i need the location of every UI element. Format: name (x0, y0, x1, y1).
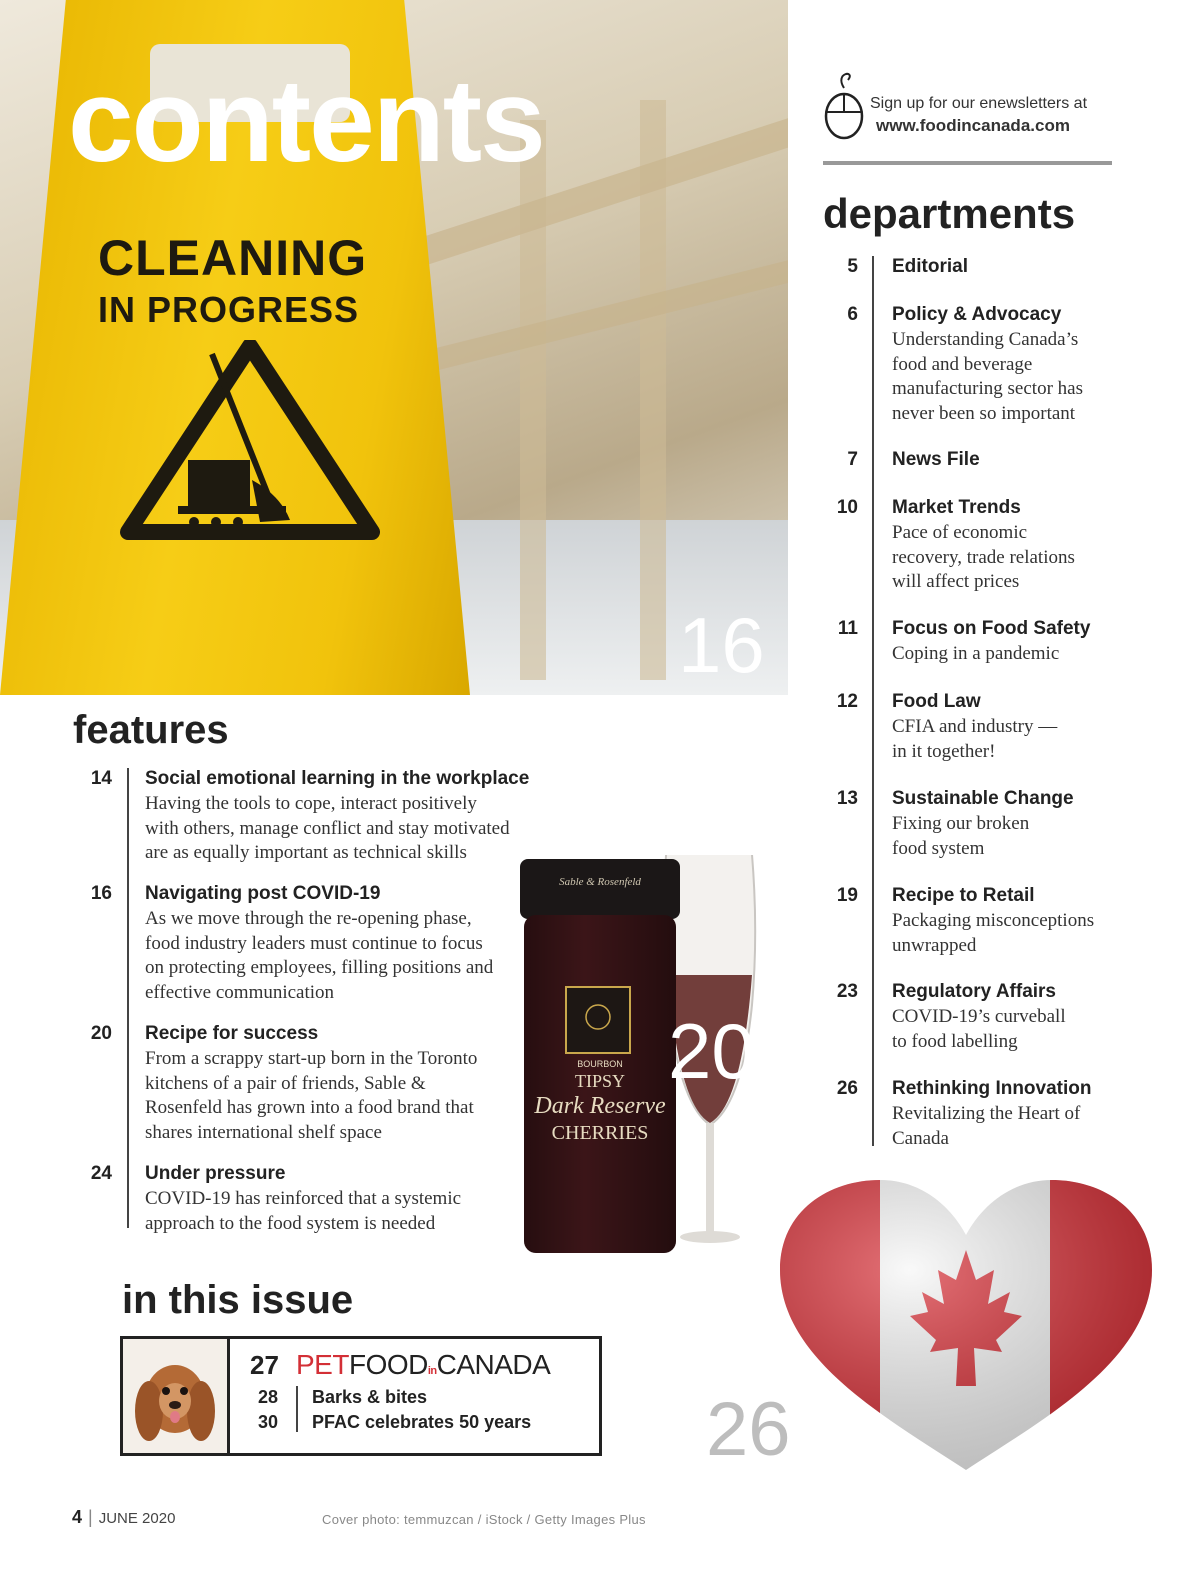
dept-title[interactable]: Regulatory Affairs (892, 981, 1056, 1002)
feature-description: As we move through the re-opening phase, food industry leaders must continue to focus on protecting employees, filling positions and effective communication (145, 908, 494, 1003)
dog-photo (123, 1339, 230, 1453)
brand-food: FOOD (348, 1349, 428, 1380)
feature-description: Having the tools to cope, interact positively with others, manage conflict and stay motivated are as equally important as technical skills (145, 793, 510, 863)
issue-lead-page: 27 (250, 1350, 279, 1380)
dept-page-number: 12 (836, 691, 858, 712)
dept-page-number: 19 (836, 885, 858, 906)
dept-title[interactable]: Recipe to Retail (892, 885, 1035, 906)
signup-text: Sign up for our enewsletters at (870, 95, 1088, 112)
issue-divider (296, 1386, 298, 1432)
feature-page-number: 20 (90, 1023, 112, 1044)
dept-page-number: 13 (836, 788, 858, 809)
feature-title[interactable]: Under pressure (145, 1163, 286, 1184)
dept-description: Coping in a pandemic (892, 643, 1060, 664)
feature-title[interactable]: Social emotional learning in the workplace (145, 768, 530, 789)
feature-page-number: 16 (90, 883, 112, 904)
dept-page-number: 23 (836, 981, 858, 1002)
dept-description: Fixing our broken food system (892, 813, 1030, 859)
issue-item-title[interactable]: Barks & bites (312, 1387, 428, 1407)
folio-separator: | (88, 1507, 93, 1527)
feature-page-number: 24 (90, 1163, 112, 1184)
page-title: contents (68, 55, 544, 187)
dept-title[interactable]: Focus on Food Safety (892, 618, 1091, 639)
issue-item-title[interactable]: PFAC celebrates 50 years (312, 1412, 532, 1432)
page-folio (72, 1507, 175, 1528)
feature-page-number: 14 (90, 768, 112, 789)
issue-page-number: 30 (257, 1412, 278, 1432)
jar-brand-top: Sable & Rosenfeld (559, 876, 641, 888)
hero-page-ref: 16 (678, 601, 765, 689)
petfood-canada-logo (296, 1349, 550, 1381)
jar-label-script: Dark Reserve (534, 1093, 666, 1119)
dept-page-number: 26 (836, 1078, 858, 1099)
jar-label-small: BOURBON (577, 1059, 623, 1069)
feature-description: From a scrappy start-up born in the Toronto kitchens of a pair of friends, Sable & Rosenfeld has grown into a food brand that shares international shelf space (145, 1048, 478, 1143)
sign-line2: IN PROGRESS (98, 288, 360, 330)
dept-description: Pace of economic recovery, trade relations will affect prices (892, 522, 1075, 592)
feature-description: COVID-19 has reinforced that a systemic approach to the food system is needed (145, 1188, 462, 1234)
brand-pet: PET (296, 1349, 349, 1380)
departments-divider (872, 256, 874, 1146)
sign-text (98, 232, 367, 328)
dept-page-number: 6 (847, 304, 858, 325)
departments-heading: departments (823, 190, 1076, 237)
issue-date: JUNE 2020 (98, 1510, 176, 1527)
dept-page-number: 5 (847, 256, 858, 277)
features-divider (127, 768, 129, 1228)
computer-mouse-icon (822, 70, 868, 140)
heart-page-ref: 26 (706, 1387, 791, 1472)
feature-title[interactable]: Navigating post COVID-19 (145, 883, 381, 904)
jar-logo-badge (566, 987, 630, 1053)
page-number: 4 (72, 1507, 83, 1527)
dept-title[interactable]: Editorial (892, 256, 969, 277)
dept-title[interactable]: Sustainable Change (892, 788, 1074, 809)
jar-label-main: CHERRIES (551, 1122, 649, 1144)
dept-title[interactable]: Market Trends (892, 497, 1021, 518)
dept-page-number: 11 (837, 618, 858, 639)
dept-description: CFIA and industry — in it together! (892, 716, 1058, 762)
newsletter-url[interactable]: www.foodincanada.com (876, 115, 1070, 135)
features-heading: features (73, 708, 229, 752)
dept-title[interactable]: Food Law (892, 691, 981, 712)
photo-credit: Cover photo: temmuzcan / iStock / Getty Images Plus (322, 1512, 646, 1527)
newsletter-signup (870, 93, 1087, 138)
dept-title[interactable]: Policy & Advocacy (892, 304, 1062, 325)
dept-description: Understanding Canada’s food and beverage manufacturing sector has never been so important (892, 329, 1083, 424)
dept-description: COVID-19’s curveball to food labelling (892, 1006, 1066, 1052)
feature-title[interactable]: Recipe for success (145, 1023, 319, 1044)
dept-description: Revitalizing the Heart of Canada (892, 1103, 1081, 1149)
dept-page-number: 10 (836, 497, 858, 518)
in-this-issue-heading: in this issue (122, 1278, 354, 1322)
sign-line1: CLEANING (98, 230, 368, 286)
dept-page-number: 7 (847, 449, 858, 470)
dept-title[interactable]: News File (892, 449, 980, 470)
dept-description: Packaging misconceptions unwrapped (892, 910, 1095, 956)
cleaning-warning-icon (120, 340, 380, 540)
jar-page-ref: 20 (668, 1007, 755, 1095)
divider (823, 161, 1112, 165)
canada-heart-image (770, 1180, 1170, 1480)
railing-bar (433, 252, 788, 370)
brand-canada: CANADA (436, 1349, 551, 1380)
brand-in: in (427, 1365, 437, 1377)
issue-page-number: 28 (257, 1387, 278, 1407)
dog-image (123, 1339, 227, 1453)
dept-title[interactable]: Rethinking Innovation (892, 1078, 1092, 1099)
jar-label-tipsy: TIPSY (574, 1071, 626, 1091)
